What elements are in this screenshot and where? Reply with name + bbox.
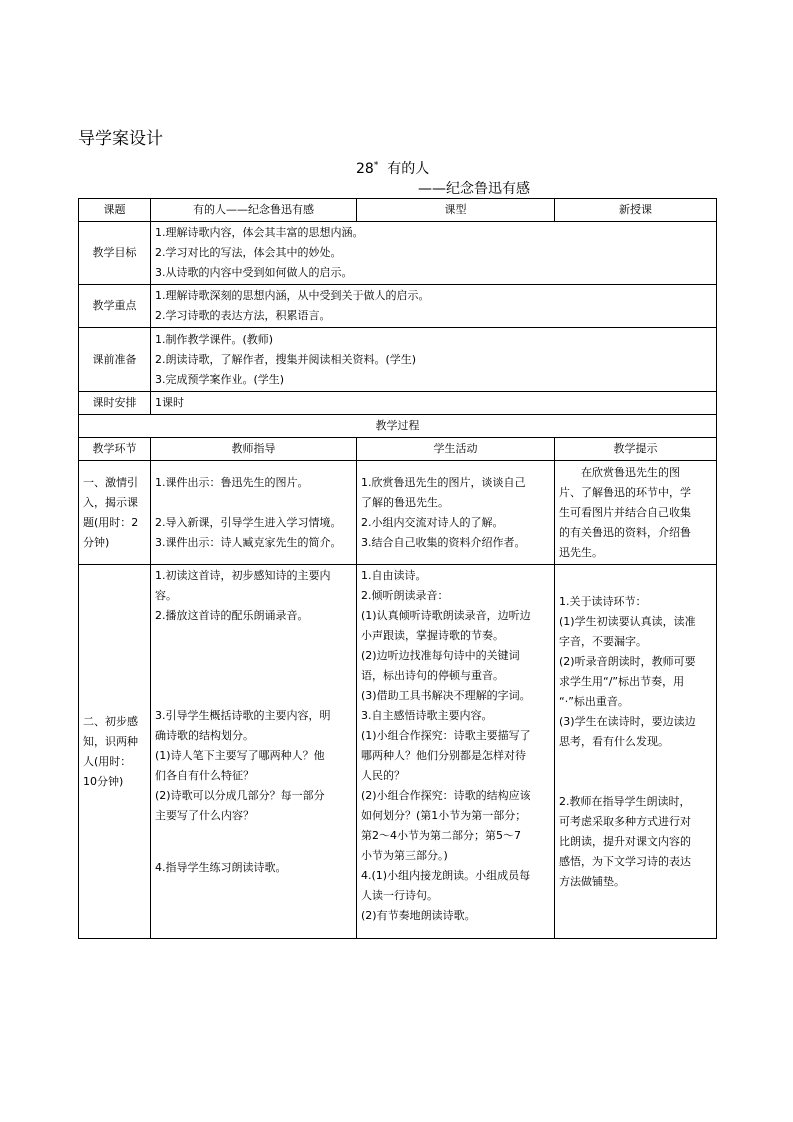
- column-header-stage: 教学环节: [79, 438, 151, 461]
- type-label: 课型: [357, 199, 555, 222]
- goals-row: [79, 222, 717, 285]
- schedule-label: 课时安排: [79, 392, 151, 415]
- prep-item: 2.朗读诗歌，了解作者，搜集并阅读相关资料。(学生): [155, 352, 417, 366]
- goals-content: [151, 222, 717, 285]
- keys-content: [151, 285, 717, 328]
- stage-2-teacher: 1.初读这首诗，初步感知诗的主要内 容。 2.播放这首诗的配乐朗诵录音。 3.引导学生概括诗歌的主要内容，明 确诗歌的结构划分。 (1)诗人笔下主要写了哪两种人？他 们各自有什么特征？ (2)诗歌可以分成几部分？每一部分 主要写了什么内容？ 4.指导学生练习朗读诗歌。: [151, 565, 357, 939]
- lesson-number: 28: [356, 161, 374, 177]
- lesson-plan-table: [78, 198, 717, 939]
- stage-2-row: [79, 565, 717, 939]
- lesson-title: [356, 158, 429, 178]
- key-item: 1.理解诗歌深刻的思想内涵，从中受到关于做人的启示。: [155, 289, 430, 302]
- process-header: 教学过程: [79, 415, 717, 438]
- keys-label: 教学重点: [79, 285, 151, 328]
- goal-item: 1.理解诗歌内容，体会其丰富的思想内涵。: [155, 226, 364, 239]
- stage-2-name: 二、初步感 知，识两种 人(用时： 10分钟): [79, 565, 151, 939]
- schedule-value: 1课时: [151, 392, 717, 415]
- lesson-subtitle: ——纪念鲁迅有感: [418, 181, 530, 197]
- topic-value: 有的人——纪念鲁迅有感: [151, 199, 357, 222]
- column-header-teacher: 教师指导: [151, 438, 357, 461]
- goals-label: 教学目标: [79, 222, 151, 285]
- stage-1-teacher: 1.课件出示：鲁迅先生的图片。 2.导入新课，引导学生进入学习情境。 3.课件出示：诗人臧克家先生的简介。: [151, 461, 357, 565]
- key-item: 2.学习诗歌的表达方法，积累语言。: [155, 309, 331, 322]
- process-header-row: [79, 415, 717, 438]
- topic-label: 课题: [79, 199, 151, 222]
- keys-row: [79, 285, 717, 328]
- column-header-tips: 教学提示: [555, 438, 717, 461]
- topic-row: [79, 199, 717, 222]
- stage-1-tips: 在欣赏鲁迅先生的图 片、了解鲁迅的环节中，学 生可看图片并结合自己收集 的有关鲁迅的资料，介绍鲁 迅先生。: [555, 461, 717, 565]
- lesson-name: 有的人: [387, 161, 430, 177]
- prep-content: [151, 328, 717, 392]
- column-header-student: 学生活动: [357, 438, 555, 461]
- stage-1-student: 1.欣赏鲁迅先生的图片，谈谈自己 了解的鲁迅先生。 2.小组内交流对诗人的了解。 3.结合自己收集的资料介绍作者。: [357, 461, 555, 565]
- goal-item: 3.从诗歌的内容中受到如何做人的启示。: [155, 266, 353, 279]
- process-columns-row: [79, 438, 717, 461]
- stage-1-row: [79, 461, 717, 565]
- type-value: 新授课: [555, 199, 717, 222]
- schedule-row: [79, 392, 717, 415]
- document-title: 导学案设计: [78, 129, 163, 149]
- prep-item: 3.完成预学案作业。(学生): [155, 372, 285, 386]
- prep-row: [79, 328, 717, 392]
- lesson-star: *: [373, 160, 379, 171]
- stage-1-name: 一、激情引 入，揭示课 题(用时：2 分钟): [79, 461, 151, 565]
- prep-item: 1.制作教学课件。(教师): [155, 332, 274, 346]
- prep-label: 课前准备: [79, 328, 151, 392]
- stage-2-tips: 1.关于读诗环节： (1)学生初读要认真读，读准 字音，不要漏字。 (2)听录音朗读时，教师可要 求学生用“/”标出节奏，用 “·”标出重音。 (3)学生在读诗时，要边读边 思考，看有什么发现。 2.教师在指导学生朗读时， 可考虑采取多种方式进行对 比朗读，提升对课文内容的 感悟，为下文学习诗的表达 方法做铺垫。: [555, 565, 717, 939]
- stage-2-student: 1.自由读诗。 2.倾听朗读录音： (1)认真倾听诗歌朗读录音，边听边 小声跟读，掌握诗歌的节奏。 (2)边听边找准每句诗中的关键词 语，标出诗句的停顿与重音。 (3)借助工具书解决不理解的字词。 3.自主感悟诗歌主要内容。 (1)小组合作探究：诗歌主要描写了 哪两种人？他们分别都是怎样对待 人民的？ (2)小组合作探究：诗歌的结构应该 如何划分？(第1小节为第一部分； 第2～4小节为第二部分；第5～7 小节为第三部分。) 4.(1)小组内接龙朗读。小组成员每 人读一行诗句。 (2)有节奏地朗读诗歌。: [357, 565, 555, 939]
- goal-item: 2.学习对比的写法，体会其中的妙处。: [155, 246, 342, 259]
